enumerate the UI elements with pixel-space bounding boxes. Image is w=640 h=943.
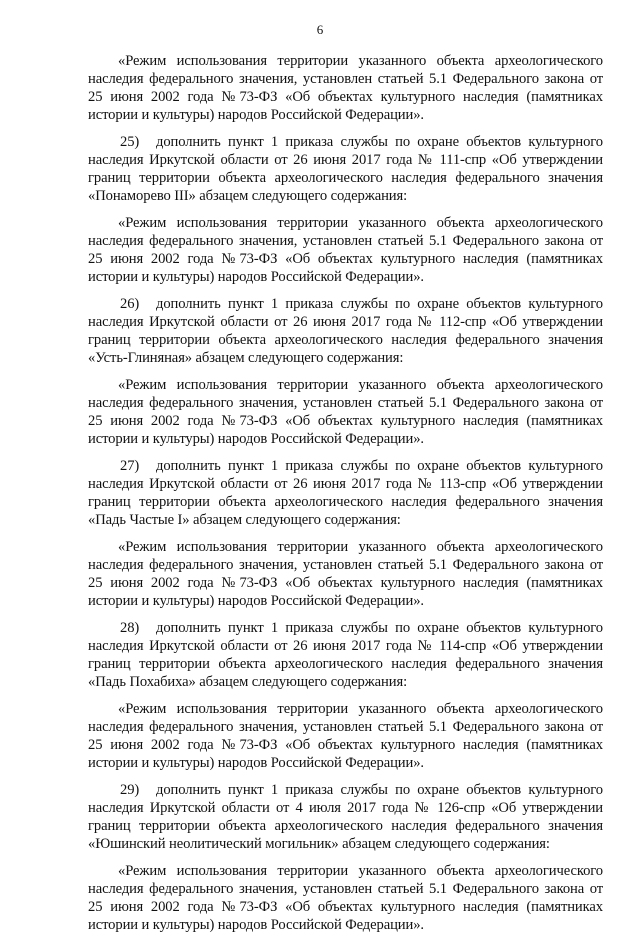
item-number: 28) — [120, 620, 140, 636]
item-number: 26) — [120, 296, 140, 312]
paragraph-text: «Режим использования территории указанного объекта археологического наследия федерального значения, установлен статьей 5.1 Федерального закона от 25 июня 2002 года №73-ФЗ «Об объектах культурного наследия (памятниках истории и культуры) народов Российской Федерации». — [88, 701, 603, 771]
paragraph-text: дополнить пункт 1 приказа службы по охране объектов культурного наследия Иркутской области от 4 июля 2017 года № 126-спр «Об утверждении границ территории объекта археологического наследия федерального значения «Юшинский неолитический могильник» абзацем следующего содержания: — [88, 782, 603, 852]
quote-paragraph — [88, 538, 603, 610]
page-number: 6 — [316, 22, 324, 37]
paragraph-text: «Режим использования территории указанного объекта археологического наследия федерального значения, установлен статьей 5.1 Федерального закона от 25 июня 2002 года №73-ФЗ «Об объектах культурного наследия (памятниках истории и культуры) народов Российской Федерации». — [88, 215, 603, 285]
paragraph-text: «Режим использования территории указанного объекта археологического наследия федерального значения, установлен статьей 5.1 Федерального закона от 25 июня 2002 года №73-ФЗ «Об объектах культурного наследия (памятниках истории и культуры) народов Российской Федерации». — [88, 863, 603, 933]
list-item — [88, 619, 603, 691]
quote-paragraph — [88, 52, 603, 124]
paragraph-text: дополнить пункт 1 приказа службы по охране объектов культурного наследия Иркутской области от 26 июня 2017 года № 113-спр «Об утверждении границ территории объекта археологического наследия федерального значения «Падь Частые I» абзацем следующего содержания: — [88, 458, 603, 528]
quote-paragraph — [88, 700, 603, 772]
paragraph-text: дополнить пункт 1 приказа службы по охране объектов культурного наследия Иркутской области от 26 июня 2017 года № 114-спр «Об утверждении границ территории объекта археологического наследия федерального значения «Падь Похабиха» абзацем следующего содержания: — [88, 620, 603, 690]
quote-paragraph — [88, 376, 603, 448]
list-item — [88, 133, 603, 205]
paragraph-text: «Режим использования территории указанного объекта археологического наследия федерального значения, установлен статьей 5.1 Федерального закона от 25 июня 2002 года №73-ФЗ «Об объектах культурного наследия (памятниках истории и культуры) народов Российской Федерации». — [88, 539, 603, 609]
document-body — [88, 52, 603, 943]
list-item — [88, 457, 603, 529]
paragraph-text: дополнить пункт 1 приказа службы по охране объектов культурного наследия Иркутской области от 26 июня 2017 года № 111-спр «Об утверждении границ территории объекта археологического наследия федерального значения «Понаморево III» абзацем следующего содержания: — [88, 134, 603, 204]
paragraph-text: дополнить пункт 1 приказа службы по охране объектов культурного наследия Иркутской области от 26 июня 2017 года № 112-спр «Об утверждении границ территории объекта археологического наследия федерального значения «Усть-Глиняная» абзацем следующего содержания: — [88, 296, 603, 366]
paragraph-text: «Режим использования территории указанного объекта археологического наследия федерального значения, установлен статьей 5.1 Федерального закона от 25 июня 2002 года №73-ФЗ «Об объектах культурного наследия (памятниках истории и культуры) народов Российской Федерации». — [88, 53, 603, 123]
item-number: 25) — [120, 134, 140, 150]
list-item — [88, 295, 603, 367]
list-item — [88, 781, 603, 853]
paragraph-text: «Режим использования территории указанного объекта археологического наследия федерального значения, установлен статьей 5.1 Федерального закона от 25 июня 2002 года №73-ФЗ «Об объектах культурного наследия (памятниках истории и культуры) народов Российской Федерации». — [88, 377, 603, 447]
item-number: 27) — [120, 458, 140, 474]
quote-paragraph — [88, 214, 603, 286]
quote-paragraph — [88, 862, 603, 934]
item-number: 29) — [120, 782, 140, 798]
